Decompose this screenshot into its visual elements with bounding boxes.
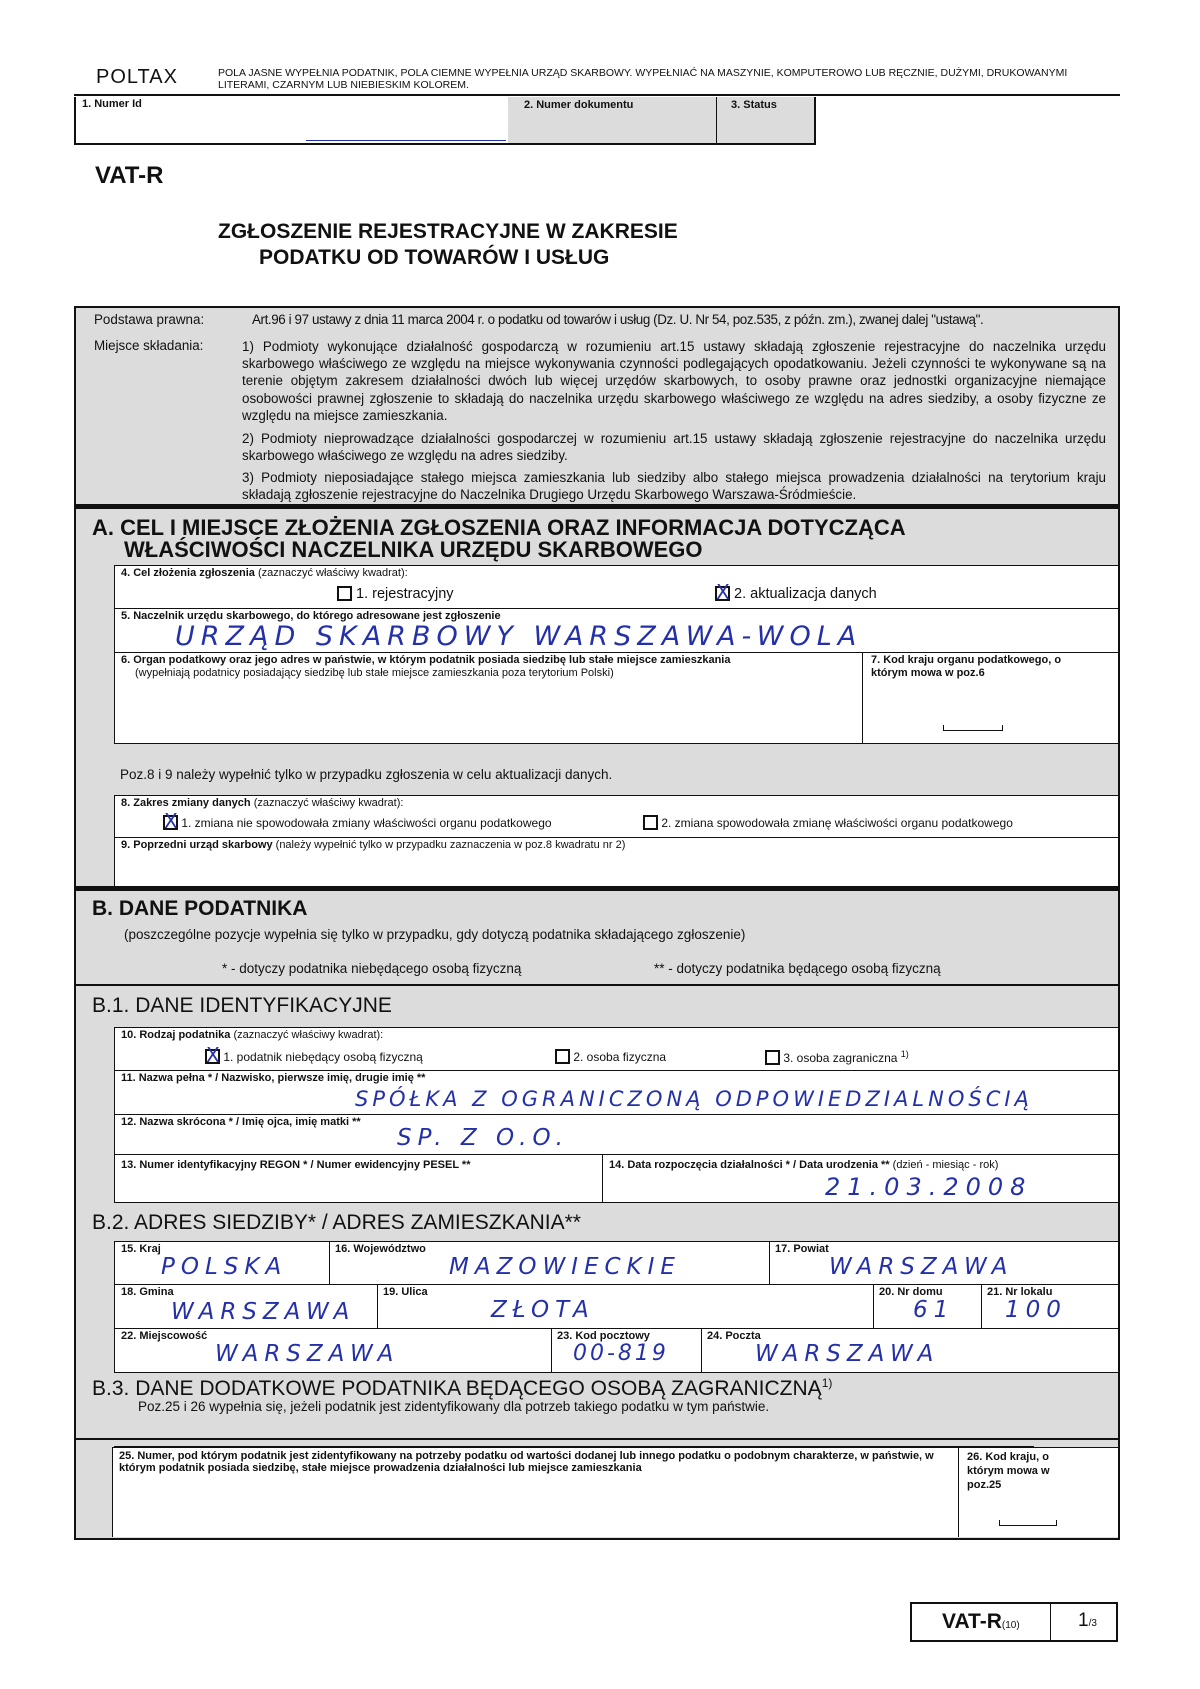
option-zmiana-bez[interactable] xyxy=(163,815,552,830)
field-14-label: 14. Data rozpoczęcia działalności * / Data urodzenia ** (dzień - miesiąc - rok) xyxy=(609,1159,999,1171)
field-4-label: 4. Cel złożenia zgłoszenia (zaznaczyć właściwy kwadrat): xyxy=(121,567,408,579)
brand: POLTAX xyxy=(96,66,178,88)
field-18[interactable] xyxy=(115,1285,378,1328)
section-a xyxy=(74,506,1120,888)
place-item-3: 3) Podmioty nieposiadające stałego miejsca zamieszkania lub siedziby albo stałego miejsca prowadzenia działalności na terytorium kraju składają zgłoszenie rejestracyjne do Naczelnika Drugiego Urzędu Skarbowego Warszawa-Śródmieście. xyxy=(242,470,1106,503)
fill-instructions: POLA JASNE WYPEŁNIA PODATNIK, POLA CIEMNE WYPEŁNIA URZĄD SKARBOWY. WYPEŁNIAĆ NA MASZYNIE, KOMPUTEROWO LUB RĘCZNIE, DUŻYMI, DRUKOWANYMI LITERAMI, CZARNYM LUB NIEBIESKIM KOLOREM. xyxy=(218,67,1068,91)
field-20-value: 61 xyxy=(913,1297,955,1323)
field-11-box[interactable] xyxy=(114,1071,1118,1115)
checkbox-aktualizacja[interactable] xyxy=(715,586,730,601)
checkbox-zagraniczna[interactable] xyxy=(765,1050,780,1065)
field-1-box[interactable] xyxy=(74,97,510,145)
checkbox-zmiana-wlasciwosci[interactable] xyxy=(643,815,658,830)
footnote-ref: 1) xyxy=(900,1049,909,1059)
field-18-value: WARSZAWA xyxy=(171,1299,356,1325)
place-label: Miejsce składania: xyxy=(94,338,204,353)
section-b xyxy=(74,888,1120,1440)
field-12-label: 12. Nazwa skrócona * / Imię ojca, imię matki ** xyxy=(121,1116,361,1128)
field-4-box xyxy=(114,565,1118,609)
option-zagraniczna-label: 3. osoba zagraniczna xyxy=(783,1051,898,1065)
field-24-value: WARSZAWA xyxy=(755,1341,940,1367)
field-16-label: 16. Województwo xyxy=(335,1243,426,1255)
field-23-label: 23. Kod pocztowy xyxy=(557,1330,650,1342)
section-a-title-line2: WŁAŚCIWOŚCI NACZELNIKA URZĘDU SKARBOWEGO xyxy=(124,537,703,562)
field-16-value: MAZOWIECKIE xyxy=(449,1254,681,1280)
option-aktualizacja-label: 2. aktualizacja danych xyxy=(734,586,877,602)
legal-box xyxy=(74,306,1120,506)
option-rejestracyjny-label: 1. rejestracyjny xyxy=(356,586,454,602)
field-6-label: 6. Organ podatkowy oraz jego adres w państwie, w którym podatnik posiada siedzibę lub stałe miejsce zamieszkania xyxy=(121,654,731,666)
field-22[interactable] xyxy=(115,1329,552,1372)
field-2-label: 2. Numer dokumentu xyxy=(524,99,634,111)
field-7-label: 7. Kod kraju organu podatkowego, o którym mowa w poz.6 xyxy=(871,654,1062,679)
address-row-3 xyxy=(114,1329,1118,1373)
option-zmiana-bez-label: 1. zmiana nie spowodowała zmiany właściwości organu podatkowego xyxy=(181,816,552,830)
form-title-line2: PODATKU OD TOWARÓW I USŁUG xyxy=(259,246,610,269)
checkbox-niebedacy[interactable] xyxy=(205,1049,220,1064)
field-26[interactable] xyxy=(958,1447,1118,1537)
field-22-label: 22. Miejscowość xyxy=(121,1330,208,1342)
b1-divider xyxy=(76,984,1118,986)
option-niebedacy[interactable] xyxy=(205,1049,423,1064)
field-8-box xyxy=(114,795,1118,838)
field-15[interactable] xyxy=(115,1242,330,1284)
field-11-value: SPÓŁKA Z OGRANICZONĄ ODPOWIEDZIALNOŚCIĄ xyxy=(355,1087,1033,1111)
field-22-value: WARSZAWA xyxy=(215,1341,400,1367)
field-9-box[interactable] xyxy=(114,838,1118,887)
field-17-label: 17. Powiat xyxy=(775,1243,829,1255)
field-25-label: 25. Numer, pod którym podatnik jest zidentyfikowany na potrzeby podatku od wartości dodanej lub innego podatku o podobnym charakterze, w państwie, w którym podatnik posiada siedzibę, stałe miejsce prowadzenia działalności lub miejsce zamieszkania xyxy=(119,1450,934,1474)
field-2-box xyxy=(508,97,718,145)
basis-label: Podstawa prawna: xyxy=(94,312,205,327)
field-12-value: SP. Z O.O. xyxy=(397,1125,569,1151)
field-5-label: 5. Naczelnik urzędu skarbowego, do którego adresowane jest zgłoszenie xyxy=(121,610,501,622)
section-a-title-line1: A. CEL I MIEJSCE ZŁOŻENIA ZGŁOSZENIA ORAZ INFORMACJA DOTYCZĄCA xyxy=(92,515,906,540)
field-21-value: 100 xyxy=(1005,1297,1067,1323)
b1-title: B.1. DANE IDENTYFIKACYJNE xyxy=(92,994,392,1017)
option-zmiana-wlasciwosci[interactable] xyxy=(643,815,1013,830)
field-6-box[interactable] xyxy=(114,653,862,744)
b3-title: B.3. DANE DODATKOWE PODATNIKA BĘDĄCEGO OSOBĄ ZAGRANICZNĄ$^{1)}$ xyxy=(92,1376,833,1400)
field-15-label: 15. Kraj xyxy=(121,1243,161,1255)
form-code: VAT-R xyxy=(95,162,164,189)
section-b-note1: * - dotyczy podatnika niebędącego osobą fizyczną xyxy=(222,961,522,976)
field-1-comb xyxy=(306,135,506,141)
option-zmiana-wlasciwosci-label: 2. zmiana spowodowała zmianę właściwości organu podatkowego xyxy=(661,816,1013,830)
field-3-label: 3. Status xyxy=(731,99,777,111)
field-19[interactable] xyxy=(377,1285,874,1328)
field-19-value: ZŁOTA xyxy=(491,1297,595,1323)
footer-divider xyxy=(1050,1604,1051,1640)
field-17-value: WARSZAWA xyxy=(829,1254,1014,1280)
field-25[interactable] xyxy=(112,1447,958,1537)
option-rejestracyjny[interactable] xyxy=(337,586,454,602)
option-zagraniczna[interactable] xyxy=(765,1049,909,1065)
field-5-box[interactable] xyxy=(114,609,1118,653)
field-11-label: 11. Nazwa pełna * / Nazwisko, pierwsze imię, drugie imię ** xyxy=(121,1072,426,1084)
field-19-label: 19. Ulica xyxy=(383,1286,428,1298)
field-10-box xyxy=(114,1027,1118,1071)
b3-footnote-ref: 1) xyxy=(821,1376,833,1390)
field-13-box[interactable] xyxy=(114,1155,602,1203)
footer-page: 1/3 xyxy=(1078,1610,1097,1631)
field-18-label: 18. Gmina xyxy=(121,1286,174,1298)
field-26-comb xyxy=(999,1520,1057,1526)
field-14-value: 21.03.2008 xyxy=(825,1173,1033,1201)
checkbox-rejestracyjny[interactable] xyxy=(337,586,352,601)
field-20-label: 20. Nr domu xyxy=(879,1286,943,1298)
option-osoba-fizyczna[interactable] xyxy=(555,1049,666,1064)
place-item-2: 2) Podmioty nieprowadzące działalności gospodarczej w rozumieniu art.15 ustawy składają zgłoszenie rejestracyjne do naczelnika urzędu skarbowego właściwego ze względu na adres siedziby. xyxy=(242,431,1106,464)
field-23[interactable] xyxy=(551,1329,702,1372)
field-21-label: 21. Nr lokalu xyxy=(987,1286,1053,1298)
form-title-line1: ZGŁOSZENIE REJESTRACYJNE W ZAKRESIE xyxy=(218,220,678,243)
address-row-2 xyxy=(114,1285,1118,1329)
field-14-box[interactable] xyxy=(602,1155,1118,1203)
field-10-label: 10. Rodzaj podatnika (zaznaczyć właściwy kwadrat): xyxy=(121,1029,384,1041)
option-aktualizacja[interactable] xyxy=(715,586,877,602)
field-20[interactable] xyxy=(873,1285,982,1328)
field-13-label: 13. Numer identyfikacyjny REGON * / Numer ewidencyjny PESEL ** xyxy=(121,1159,471,1171)
field-15-value: POLSKA xyxy=(161,1254,288,1280)
place-item-1: 1) Podmioty wykonujące działalność gospodarczą w rozumieniu art.15 ustawy składają zgłoszenie rejestracyjne do naczelnika urzędu skarbowego właściwego ze względu na miejsce wykonywania czynności podlegających opodatkowaniu. Jeżeli czynności te wykonywane są na terenie objętym zakresem działalności dwóch lub więcej urzędów skarbowych, to osoby prawne oraz jednostki organizacyjne niemające osobowości prawnej zgłoszenie to składają do naczelnika urzędu skarbowego właściwego ze względu na adres siedziby, a osoby fizyczne ze względu na miejsce zamieszkania. xyxy=(242,339,1106,423)
header-rule xyxy=(74,94,1120,96)
footer-form-code: VAT-R(10) xyxy=(942,1610,1020,1633)
checkbox-zmiana-bez[interactable] xyxy=(163,815,178,830)
option-osoba-fizyczna-label: 2. osoba fizyczna xyxy=(573,1050,667,1064)
footer-page-total: /3 xyxy=(1088,1618,1097,1629)
field-24-label: 24. Poczta xyxy=(707,1330,761,1342)
field-12-box[interactable] xyxy=(114,1115,1118,1155)
b2-title: B.2. ADRES SIEDZIBY* / ADRES ZAMIESZKANIA** xyxy=(92,1211,581,1234)
footer-box xyxy=(910,1602,1118,1642)
field-26-label: 26. Kod kraju, o którym mowa w poz.25 xyxy=(967,1451,1050,1491)
field-7-box[interactable] xyxy=(862,653,1118,744)
field-3-box xyxy=(716,97,816,145)
address-row-1 xyxy=(114,1241,1118,1285)
field-8-label: 8. Zakres zmiany danych (zaznaczyć właściwy kwadrat): xyxy=(121,797,404,809)
field-5-value: URZĄD SKARBOWY WARSZAWA-WOLA xyxy=(175,621,863,652)
basis-text: Art.96 i 97 ustawy z dnia 11 marca 2004 r. o podatku od towarów i usług (Dz. U. Nr 54, poz.535, z późn. zm.), zwanej dalej "ustawą". xyxy=(252,312,984,327)
option-niebedacy-label: 1. podatnik niebędący osobą fizyczną xyxy=(223,1050,423,1064)
field-9-label: 9. Poprzedni urząd skarbowy (należy wypełnić tylko w przypadku zaznaczenia w poz.8 kwadratu nr 2) xyxy=(121,839,626,851)
footer-version: (10) xyxy=(1001,1620,1020,1631)
b3-note: Poz.25 i 26 wypełnia się, jeżeli podatnik jest zidentyfikowany dla potrzeb takiego podatku w tym państwie. xyxy=(138,1399,770,1414)
field-7-comb xyxy=(943,725,1003,731)
field-17[interactable] xyxy=(769,1242,1119,1284)
section-b-title: B. DANE PODATNIKA xyxy=(92,897,308,920)
field-6-hint: (wypełniają podatnicy posiadający siedzibę lub stałe miejsce zamieszkania poza terytorium Polski) xyxy=(135,667,614,679)
checkbox-osoba-fizyczna[interactable] xyxy=(555,1049,570,1064)
field-24[interactable] xyxy=(701,1329,1119,1372)
field-23-value: 00-819 xyxy=(573,1341,669,1366)
field-21[interactable] xyxy=(981,1285,1119,1328)
field-16[interactable] xyxy=(329,1242,770,1284)
note-8-9: Poz.8 i 9 należy wypełnić tylko w przypadku zgłoszenia w celu aktualizacji danych. xyxy=(120,767,613,782)
field-1-label: 1. Numer Id xyxy=(82,98,142,110)
section-b-subtitle: (poszczególne pozycje wypełnia się tylko w przypadku, gdy dotyczą podatnika składającego zgłoszenie) xyxy=(124,927,746,942)
section-b-note2: ** - dotyczy podatnika będącego osobą fizyczną xyxy=(654,961,941,976)
